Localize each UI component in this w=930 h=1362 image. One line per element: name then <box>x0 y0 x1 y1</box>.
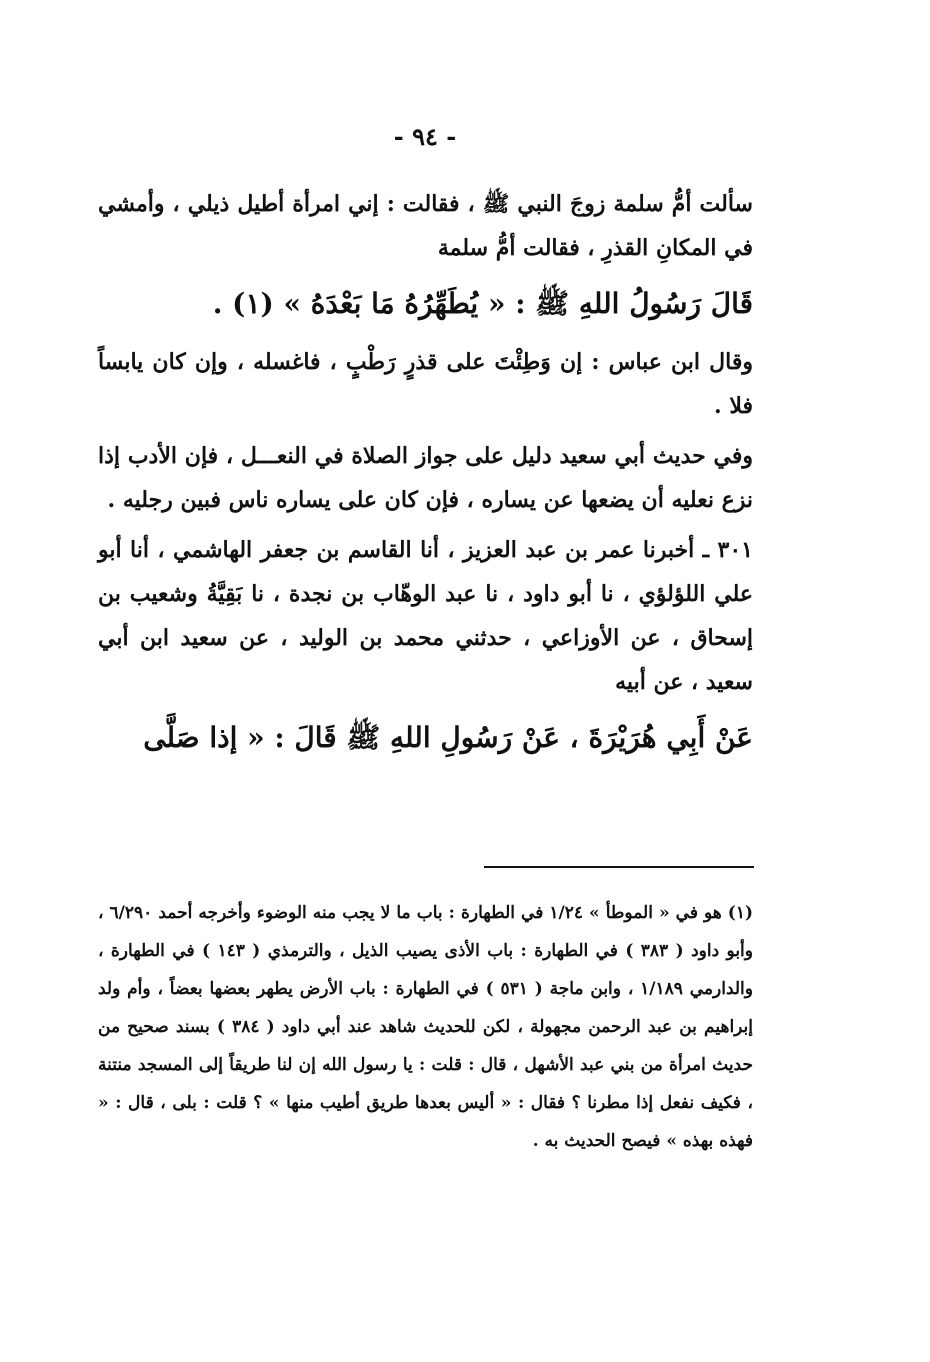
paragraph-umm-salama: سألت أمُّ سلمة زوجَ النبي ﷺ ، فقالت : إني امرأة أطيل ذيلي ، وأمشي في المكانِ القذرِ ، فقالت أمُّ سلمة <box>98 191 753 261</box>
paragraph-isnad-301: ٣٠١ ـ أخبرنا عمر بن عبد العزيز ، أنا القاسم بن جعفر الهاشمي ، أنا أبو علي اللؤلؤي ، نا أبو داود ، نا عبد الوهّاب بن نجدة ، نا بَقِيَّةُ وشعيب بن إسحاق ، عن الأوزاعي ، حدثني محمد بن الوليد ، عن سعيد ابن أبي سعيد ، عن أبيه <box>98 537 753 695</box>
hadith-text-2: عَنْ أَبِي هُرَيْرَةَ ، عَنْ رَسُولِ اللهِ ﷺ قَالَ : « إذا صَلَّى <box>143 721 753 754</box>
main-text <box>98 182 753 774</box>
footnote-1: (١) هو في « الموطأ » ١/٢٤ في الطهارة : باب ما لا يجب منه الوضوء وأخرجه أحمد ٦/٢٩٠ ، وأبو داود ( ٣٨٣ ) في الطهارة : باب الأذى يصيب الذيل ، والترمذي ( ١٤٣ ) في الطهارة ، والدارمي ١/١٨٩ ، وابن ماجة ( ٥٣١ ) في الطهارة : باب الأرض يطهر بعضها بعضاً ، وأم ولد إبراهيم بن عبد الرحمن مجهولة ، لكن للحديث شاهد عند أبي داود ( ٣٨٤ ) بسند صحيح من حديث امرأة من بني عبد الأشهل ، قال : قلت : يا رسول الله إن لنا طريقاً إلى المسجد منتنة ، فكيف نفعل إذا مطرنا ؟ فقال : « أليس بعدها طريق أطيب منها » ؟ قلت : بلى ، قال : « فهذه بهذه » فيصح الحديث به . <box>98 903 754 1151</box>
footnote-divider <box>484 866 754 868</box>
paragraph-abu-said: وفي حديث أبي سعيد دليل على جواز الصلاة في النعـــل ، فإن الأدب إذا نزع نعليه أن يضعها عن يساره ، فإن كان على يساره ناس فبين رجليه . <box>98 443 753 513</box>
hadith-text-1: قَالَ رَسُولُ اللهِ ﷺ : « يُطَهِّرُهُ مَا بَعْدَهُ » (١) . <box>212 287 753 320</box>
page-number: - ٩٤ - <box>393 122 457 151</box>
paragraph-ibn-abbas: وقال ابن عباس : إن وَطِئْتَ على قذرٍ رَطْبٍ ، فاغسله ، وإن كان يابساً فلا . <box>98 349 753 419</box>
